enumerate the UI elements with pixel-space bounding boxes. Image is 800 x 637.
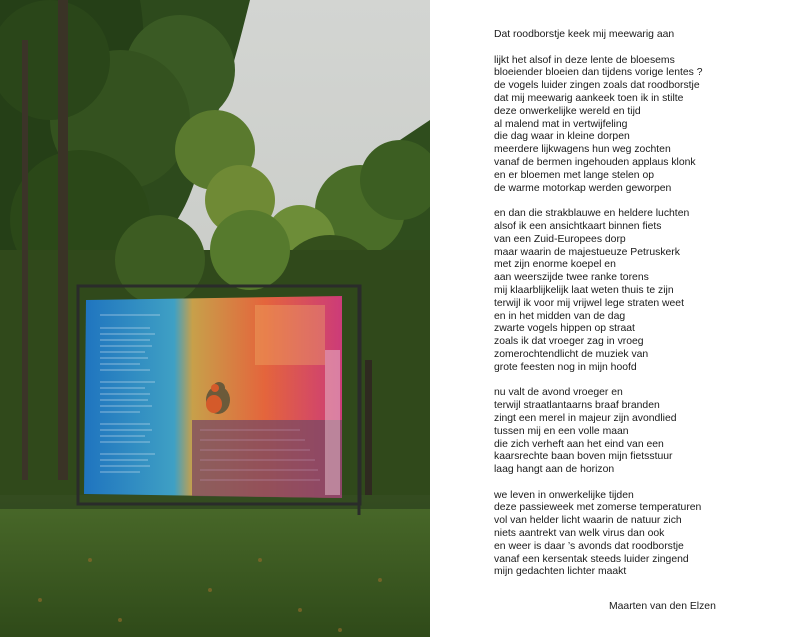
poem-line: deze passieweek met zomerse temperaturen xyxy=(494,502,702,514)
poem-line: al malend mat in vertwijfeling xyxy=(494,118,628,130)
poem-line: met zijn enorme koepel en xyxy=(494,259,616,271)
poem-line: alsof ik een ansichtkaart binnen fiets xyxy=(494,220,662,232)
poem xyxy=(494,29,784,592)
poem-title: Dat roodborstje keek mij meewarig aan xyxy=(494,29,675,40)
poem-line: meerdere lijkwagens hun weg zochten xyxy=(494,144,671,156)
poem-line: kaarsrechte baan boven mijn fietsstuur xyxy=(494,451,673,463)
poem-line: zoals ik dat vroeger zag in vroeg xyxy=(494,336,644,348)
poem-line: van een Zuid-Europees dorp xyxy=(494,233,626,245)
stanza-3 xyxy=(494,387,784,477)
poem-line: mijn gedachten lichter maakt xyxy=(494,566,627,578)
poem-line: laag hangt aan de horizon xyxy=(494,464,615,476)
poem-line: terwijl straatlantaarns braaf branden xyxy=(494,400,660,412)
poem-line: lijkt het alsof in deze lente de bloesems xyxy=(494,54,675,66)
poem-author: Maarten van den Elzen xyxy=(609,601,716,612)
poem-line: vanaf de bermen ingehouden applaus klonk xyxy=(494,156,696,168)
poem-line: en weer is daar ’s avonds dat roodborstje xyxy=(494,540,684,552)
poem-line: tussen mij en een volle maan xyxy=(494,425,629,437)
poem-line: nu valt de avond vroeger en xyxy=(494,387,623,399)
poem-line: zingt een merel in majeur zijn avondlied xyxy=(494,412,677,424)
stanza-2 xyxy=(494,208,784,374)
poem-line: die zich verheft aan het eind van een xyxy=(494,438,664,450)
poem-line: vanaf een kersentak steeds luider zingend xyxy=(494,553,689,565)
poem-line: terwijl ik voor mij vrijwel lege straten weet xyxy=(494,297,684,309)
poem-line: zwarte vogels hippen op straat xyxy=(494,323,635,335)
poem-line: grote feesten nog in mijn hoofd xyxy=(494,361,637,373)
poem-line: en in het midden van de dag xyxy=(494,310,626,322)
poem-line: we leven in onwerkelijke tijden xyxy=(494,489,634,501)
poem-line: de vogels luider zingen zoals dat roodborstje xyxy=(494,80,700,92)
poem-line: niets aantrekt van welk virus dan ook xyxy=(494,528,665,540)
stanza-1 xyxy=(494,55,784,196)
stanza-4 xyxy=(494,490,784,580)
poem-line: mij klaarblijkelijk laat weten thuis te zijn xyxy=(494,284,674,296)
poem-line: de warme motorkap werden geworpen xyxy=(494,182,672,194)
poem-line: deze onwerkelijke wereld en tijd xyxy=(494,105,641,117)
poem-line: aan weerszijde twee ranke torens xyxy=(494,272,649,284)
poem-line: en er bloemen met lange stelen op xyxy=(494,169,655,181)
poem-line: en dan die strakblauwe en heldere luchten xyxy=(494,208,690,220)
poem-line: bloeiender bloeien dan tijdens vorige lentes ? xyxy=(494,67,703,79)
poem-line: dat mij meewarig aankeek toen ik in stilte xyxy=(494,92,684,104)
poem-line: die dag waar in kleine dorpen xyxy=(494,131,630,143)
poem-line: maar waarin de majestueuze Petruskerk xyxy=(494,246,680,258)
poem-line: vol van helder licht waarin de natuur zich xyxy=(494,515,682,527)
poem-line: zomerochtendlicht de muziek van xyxy=(494,348,649,360)
